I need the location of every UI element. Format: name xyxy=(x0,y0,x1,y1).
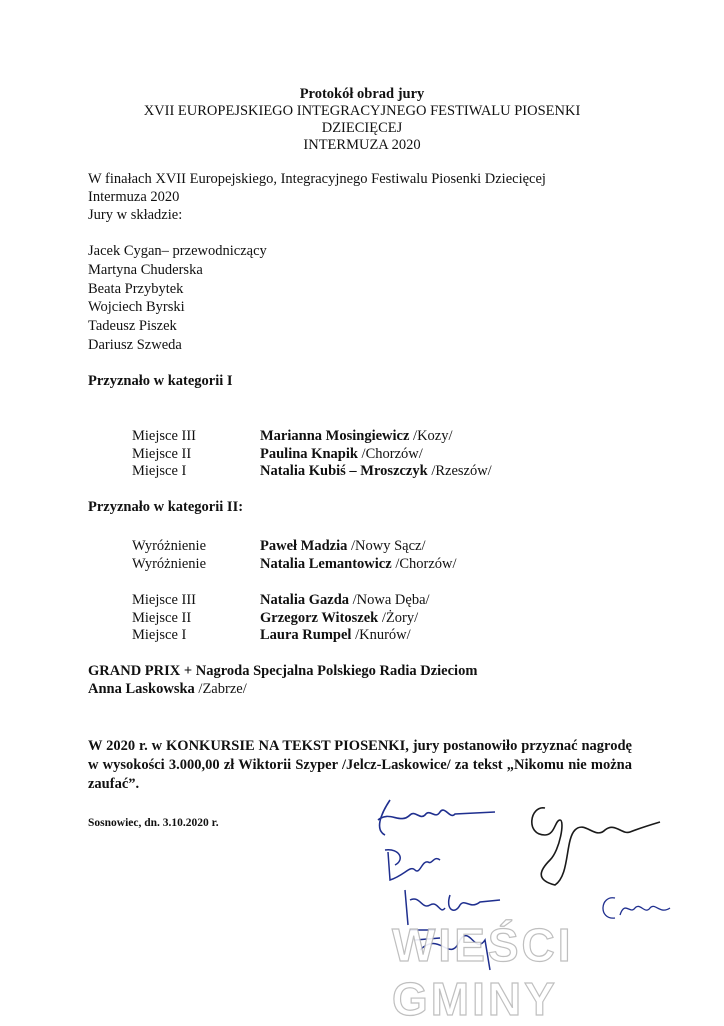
result-place: Wyróżnienie xyxy=(132,538,207,554)
signature-cygan xyxy=(532,808,660,885)
result-name: Paulina Knapik xyxy=(260,445,358,462)
result-city: /Żory/ xyxy=(381,609,419,626)
result-place: Miejsce II xyxy=(132,445,192,462)
intro-line: Intermuza 2020 xyxy=(88,189,180,205)
category2-results xyxy=(132,592,430,645)
intro-paragraph xyxy=(88,170,546,224)
result-name: Natalia Lemantowicz xyxy=(260,555,392,572)
signature-szweda xyxy=(378,800,495,835)
jury-member: Jacek Cygan– przewodniczący xyxy=(88,243,267,259)
result-city: /Chorzów/ xyxy=(395,555,457,572)
jury-member: Tadeusz Piszek xyxy=(88,318,177,335)
result-place: Wyróżnienie xyxy=(132,555,207,572)
festival-name-line1: XVII EUROPEJSKIEGO INTEGRACYJNEGO FESTIWALU PIOSENKI xyxy=(143,103,581,119)
category2-distinctions xyxy=(132,538,457,573)
signature-chuderska xyxy=(603,898,670,918)
result-name: Marianna Mosingiewicz xyxy=(260,428,410,444)
document-header xyxy=(0,86,724,154)
lyrics-contest-paragraph: W 2020 r. w KONKURSIE NA TEKST PIOSENKI, jury postanowiło przyznać nagrodę w wysokości 3.000,00 zł Wiktorii Szyper /Jelcz-Laskowice/ za tekst „Nikomu nie można zaufać”. xyxy=(88,738,632,792)
result-row xyxy=(132,446,492,464)
signature-byrski xyxy=(385,850,440,880)
result-city: /Nowy Sącz/ xyxy=(351,538,426,554)
result-place: Miejsce I xyxy=(132,627,187,643)
result-place: Miejsce II xyxy=(132,609,192,626)
jury-member: Beata Przybytek xyxy=(88,280,184,297)
result-city: /Knurów/ xyxy=(355,627,411,643)
grand-prix-winner: Anna Laskowska xyxy=(88,681,195,697)
result-row xyxy=(132,610,430,628)
result-row xyxy=(132,556,457,574)
jury-member: Dariusz Szweda xyxy=(88,336,182,353)
result-place: Miejsce III xyxy=(132,592,197,608)
intro-line: W finałach XVII Europejskiego, Integracyjnego Festiwalu Piosenki Dziecięcej xyxy=(88,171,546,187)
grand-prix-section xyxy=(88,662,477,698)
festival-name-line3: INTERMUZA 2020 xyxy=(303,137,421,153)
result-place: Miejsce III xyxy=(132,428,197,444)
result-city: /Chorzów/ xyxy=(361,445,423,462)
document-title: Protokół obrad jury xyxy=(299,86,425,102)
category1-results xyxy=(132,428,492,481)
grand-prix-city: /Zabrze/ xyxy=(198,681,247,697)
result-city: /Kozy/ xyxy=(413,428,453,444)
result-row xyxy=(132,627,430,645)
result-row xyxy=(132,592,430,610)
result-row xyxy=(132,538,457,556)
result-name: Natalia Kubiś – Mroszczyk xyxy=(260,463,428,479)
watermark: WIEŚCI GMINY xyxy=(392,919,574,1025)
result-place: Miejsce I xyxy=(132,463,187,479)
result-name: Paweł Madzia xyxy=(260,538,348,554)
intro-line: Jury w składzie: xyxy=(88,207,183,223)
festival-name-line2: DZIECIĘCEJ xyxy=(321,120,403,136)
jury-member: Wojciech Byrski xyxy=(88,299,185,316)
grand-prix-title: GRAND PRIX + Nagroda Specjalna Polskiego Radia Dzieciom xyxy=(88,663,478,679)
place-date: Sosnowiec, dn. 3.10.2020 r. xyxy=(88,817,219,829)
result-row xyxy=(132,463,492,481)
result-name: Grzegorz Witoszek xyxy=(260,609,379,626)
result-name: Laura Rumpel xyxy=(260,627,352,643)
result-city: /Nowa Dęba/ xyxy=(352,592,430,608)
jury-member: Martyna Chuderska xyxy=(88,261,203,278)
category2-heading: Przyznało w kategorii II: xyxy=(88,499,244,515)
jury-list xyxy=(88,242,267,355)
result-row xyxy=(132,428,492,446)
category1-heading: Przyznało w kategorii I xyxy=(88,373,233,389)
result-city: /Rzeszów/ xyxy=(431,463,492,479)
result-name: Natalia Gazda xyxy=(260,592,350,608)
